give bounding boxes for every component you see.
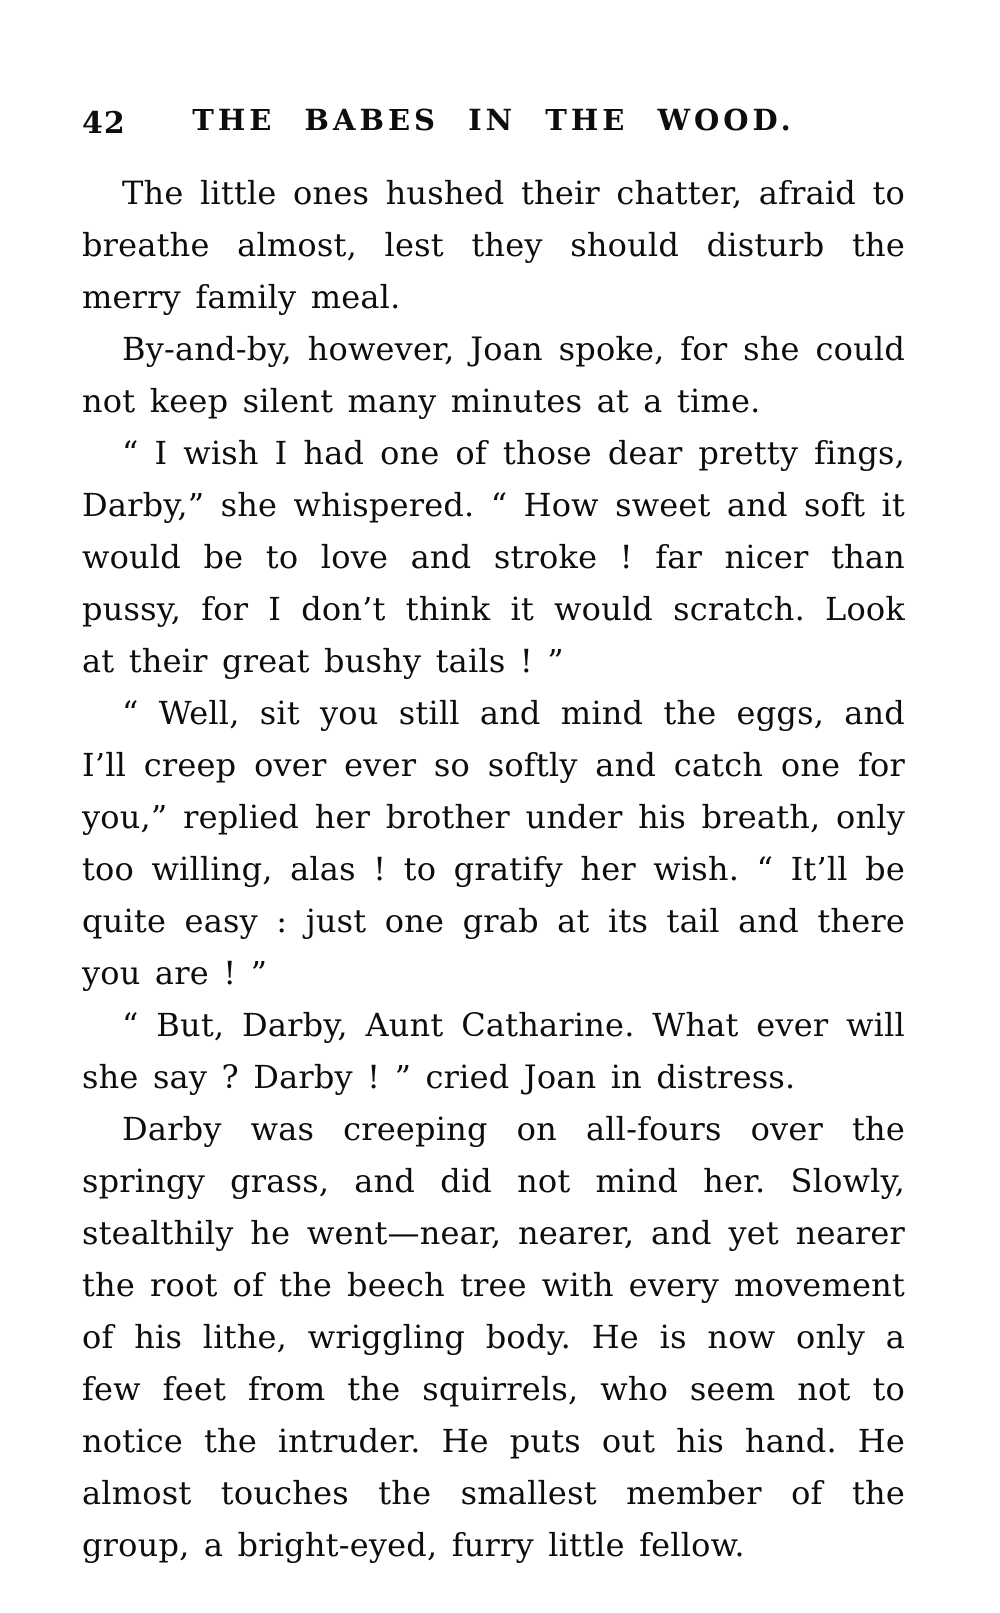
body-text: [82, 167, 905, 1571]
paragraph: “ Well, sit you still and mind the eggs, and I’ll creep over ever so softly and catch one for you,” replied her brother under his breath, only too willing, alas ! to gratify her wish. “ It’ll be quite easy : just one grab at its tail and there you are ! ”: [82, 694, 905, 992]
running-title: THE BABES IN THE WOOD.: [192, 103, 795, 137]
page-number: 42: [82, 106, 126, 141]
paragraph: By-and-by, however, Joan spoke, for she could not keep silent many minutes at a time.: [82, 330, 905, 420]
paragraph: “ I wish I had one of those dear pretty fings, Darby,” she whispered. “ How sweet and soft it would be to love and stroke ! far nicer than pussy, for I don’t think it would scratch. Look at their great bushy tails ! ”: [82, 434, 905, 680]
page-header: [82, 103, 905, 145]
paragraph: The little ones hushed their chatter, afraid to breathe almost, lest they should disturb the merry family meal.: [82, 174, 905, 316]
paragraph: “ But, Darby, Aunt Catharine. What ever will she say ? Darby ! ” cried Joan in distress.: [82, 1006, 905, 1096]
paragraph: Darby was creeping on all-fours over the springy grass, and did not mind her. Slowly, stealthily he went—near, nearer, and yet nearer the root of the beech tree with every movement of his lithe, wriggling body. He is now only a few feet from the squirrels, who seem not to notice the intruder. He puts out his hand. He almost touches the smallest member of the group, a bright-eyed, furry little fellow.: [82, 1110, 905, 1564]
